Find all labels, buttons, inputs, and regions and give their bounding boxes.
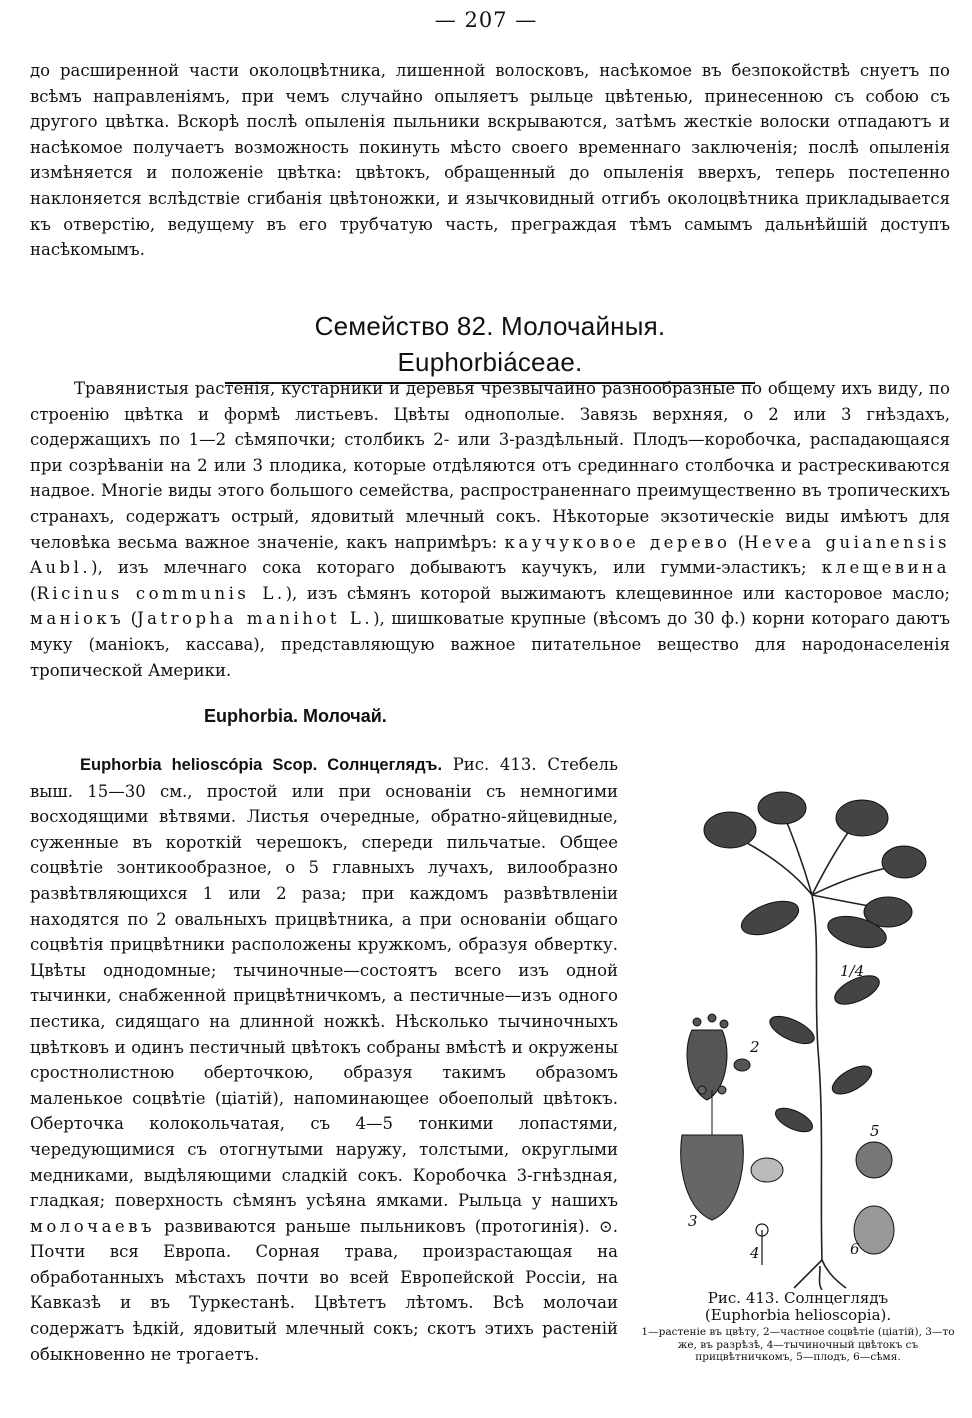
caption-legend: 1—растеніе въ цвѣту, 2—частное соцвѣтіе (ціатій), 3—то же, въ разрѣзѣ, 4—тычиночный цвѣтокъ съ прицвѣтничкомъ, 5—плодъ, 6—сѣмя.: [641, 1326, 955, 1363]
stem-leaf: [772, 1103, 816, 1136]
stem-leaf: [766, 1011, 818, 1049]
term-manioc: маніокъ: [30, 609, 125, 629]
label-1: 1/4: [840, 962, 865, 980]
family-heading: Семейство 82. Молочайныя. Euphorbiáceae.: [225, 308, 755, 384]
seed: [854, 1206, 894, 1254]
family-text-7: ), шишковатые крупные (вѣсомъ до 30 ф.) корни котораго даютъ муку (маніокъ, кассава), представляющую важное питательное вещество для народонаселенія тропической Америки.: [30, 609, 951, 680]
plant-stem: [812, 895, 822, 1260]
family-text-5: ), изъ сѣмянъ которой выжимаютъ клещевинное или касторовое масло;: [285, 583, 950, 603]
caption-title: Рис. 413. Солнцеглядъ: [707, 1289, 889, 1307]
euphorbia-drawing: [652, 790, 948, 1290]
family-text-3: ), изъ млечнаго сока котораго добываютъ каучукъ, или гумми-эластикъ;: [91, 558, 822, 578]
latin-hevea: Hevea guianensis Aubl.: [30, 532, 951, 578]
family-text-2: (: [730, 532, 745, 552]
species-name: Euphorbia helioscópia Scop. Солнцеглядъ.: [80, 756, 443, 774]
species-text-1: Рис. 413. Стебель выш. 15—30 см., простой или при основаніи съ немногими восходящими вѣтвями. Листья очередные, обратно-яйцевидные, суженные въ короткій черешокъ, спереди пильчатые. Общее соцвѣтіе зонтикообразное, о 5 главныхъ лучахъ, вилообразно развѣтвляющихся 1 или 2 раза; при каждомъ развѣтвленіи находятся по 2 овальныхъ прицвѣтника, а при основаніи общаго соцвѣтія прицвѣтники расположены кружкомъ, образуя обвертку. Цвѣты однодомные; тычиночные—состоятъ всего изъ одной тычинки, снабженной прицвѣтничкомъ, а пестичные—изъ одного пестика, сидящаго на длинной ножкѣ. Нѣсколько тычиночныхъ цвѣтковъ и одинъ пестичный цвѣтокъ собраны вмѣстѣ и окружены сростнолистною оберточкою, образуя такимъ образомъ маленькое соцвѣтіе (ціатій), напоминающее обоеполый цвѣтокъ. Оберточка колокольчатая, съ 4—5 тонкими лопастями, чередующимися съ отогнутыми наружу, толстыми, округлыми медниками, выдѣляющими сладкій сокъ. Коробочка 3-гнѣздная, гладкая; поверхность сѣмянъ усѣяна ямками. Рыльца у нашихъ: [30, 755, 618, 1211]
term-castor: клещевина: [821, 558, 950, 578]
species-text-2: развиваются раньше пыльниковъ (протогинія). ⊙. Почти вся Европа. Сорная трава, произрастающая на обработанныхъ мѣстахъ почти во всей Европейской Россіи, на Кавказѣ и въ Туркестанѣ. Цвѣтетъ лѣтомъ. Всѣ молочаи содержатъ ѣдкій, ядовитый млечный сокъ; скотъ этихъ растеній обыкновенно не трогаетъ.: [30, 1216, 618, 1364]
species-description: [30, 752, 618, 1367]
plant-roots: [794, 1260, 846, 1290]
label-2: 2: [750, 1038, 760, 1056]
label-3: 3: [688, 1212, 698, 1230]
label-5: 5: [870, 1122, 880, 1140]
flower-head: [882, 846, 926, 878]
cyathium-section: [681, 1135, 744, 1220]
flower-head: [704, 812, 756, 848]
family-text-4: (: [30, 583, 37, 603]
caption-latin: (Euphorbia helioscopia).: [704, 1306, 892, 1324]
latin-jatropha: Jatropha manihot L.: [137, 609, 374, 629]
page-number: — 207 —: [434, 8, 538, 32]
family-description: [30, 376, 950, 683]
latin-ricinus: Ricinus communis L.: [36, 583, 286, 603]
family-text-6: (: [124, 609, 138, 629]
botanical-illustration: [652, 790, 948, 1290]
fruit: [856, 1142, 892, 1178]
term-spurges: молочаевъ: [30, 1216, 155, 1236]
genus-heading: Euphorbia. Молочай.: [204, 706, 387, 726]
flower-head: [836, 800, 888, 836]
flower-head: [758, 792, 806, 824]
stem-leaf: [828, 1060, 876, 1099]
term-rubber-tree: каучуковое дерево: [504, 532, 731, 552]
intro-paragraph: до расширенной части околоцвѣтника, лишенной волосковъ, насѣкомое въ безпокойствѣ снуетъ по всѣмъ направленіямъ, при чемъ случайно опыляетъ рыльце цвѣтенью, принесенною съ собою съ другого цвѣтка. Вскорѣ послѣ опыленія пыльники вскрываются, затѣмъ жесткіе волоски отпадаютъ и насѣкомое получаетъ возможность покинуть мѣсто своего временнаго заключенія; послѣ опыленія измѣняется и положеніе цвѣтка: цвѣтокъ, обращенный до опыленія вверхъ, теперь постепенно наклоняется вслѣдствіе сгибанія цвѣтоножки, и язычковидный отгибъ околоцвѣтника прикладывается къ отверстію, ведущему въ его трубчатую часть, преграждая тѣмъ самымъ дальнѣйшій доступъ насѣкомымъ.: [30, 61, 950, 260]
label-4: 4: [750, 1244, 760, 1262]
family-text-1: Травянистыя растенія, кустарники и деревья чрезвычайно разнообразные по общему ихъ виду, по строенію цвѣтка и формѣ листьевъ. Цвѣты однополые. Завязь верхняя, о 2 или 3 гнѣздахъ, содержащихъ по 1—2 сѣмяпочки; столбикъ 2- или 3-раздѣльный. Плодъ—коробочка, распадающаяся при созрѣваніи на 2 или 3 плодика, которые отдѣляются отъ срединнаго столбочка и растрескиваются надвое. Многіе виды этого большого семейства, распространеннаго преимущественно въ тропическихъ странахъ, содержатъ острый, ядовитый млечный сокъ. Нѣкоторые экзотическіе виды имѣютъ для человѣка весьма важное значеніе, какъ напримѣръ:: [30, 379, 950, 552]
figure-caption: [640, 1290, 956, 1324]
bract: [737, 895, 803, 942]
label-6: 6: [850, 1240, 860, 1258]
